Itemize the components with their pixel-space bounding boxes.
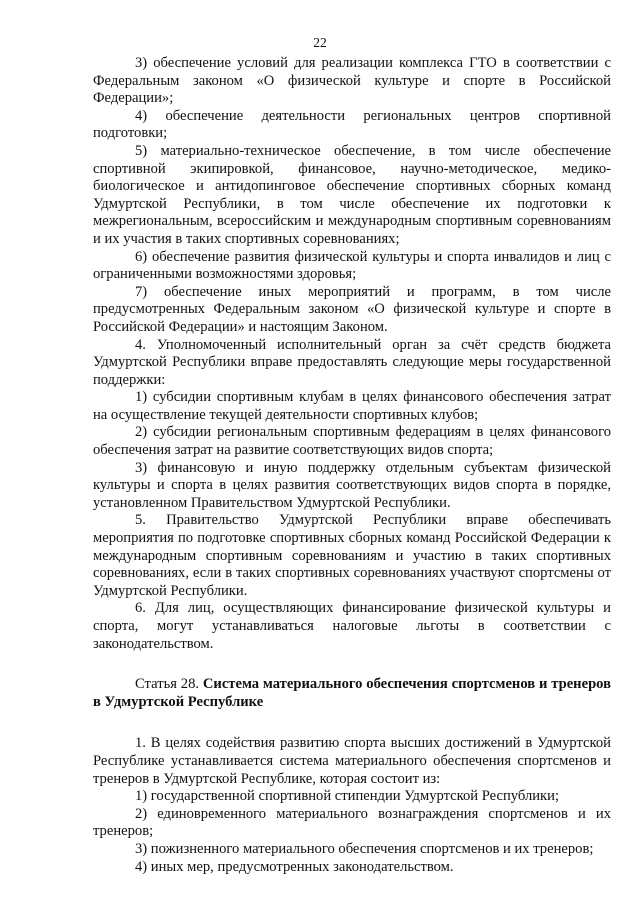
paragraph: 1) субсидии спортивным клубам в целях финансового обеспечения затрат на осуществление текущей деятельности спортивных клубов;: [93, 389, 611, 423]
paragraph: 2) единовременного материального вознаграждения спортсменов и их тренеров;: [93, 805, 611, 840]
paragraph: 5) материально-техническое обеспечение, в том числе обеспечение спортивной экипировкой, финансовое, научно-методическое, медико-биологическое и антидопинговое обеспечение спортивных сборных команд Удмуртской Республики, в том числе обеспечение их подготовки к межрегиональным, всероссийским и международным спортивным соревнованиям и их участия в таких спортивных соревнованиях;: [93, 142, 611, 247]
article-title: Система материального обеспечения спортсменов и тренеров в Удмуртской Республике: [93, 676, 611, 710]
document-body: [93, 55, 611, 876]
paragraph: 2) субсидии региональным спортивным федерациям в целях финансового обеспечения затрат на развитие соответствующих видов спорта;: [93, 424, 611, 459]
paragraph: 4. Уполномоченный исполнительный орган за счёт средств бюджета Удмуртской Республики вправе предоставлять следующие меры государственной поддержки:: [93, 336, 611, 388]
paragraph: 7) обеспечение иных мероприятий и программ, в том числе предусмотренных Федеральным законом «О физической культуре и спорте в Российской Федерации» и настоящим Законом.: [93, 283, 611, 335]
paragraph: 3) обеспечение условий для реализации комплекса ГТО в соответствии с Федеральным законом «О физической культуре и спорте в Российской Федерации»;: [93, 55, 611, 107]
article-heading: [93, 676, 611, 711]
paragraph: 3) финансовую и иную поддержку отдельным субъектам физической культуры и спорта в целях развития соответствующих видов спорта в порядке, установленном Правительством Удмуртской Республики.: [93, 459, 611, 511]
paragraph: 6) обеспечение развития физической культуры и спорта инвалидов и лиц с ограниченными возможностями здоровья;: [93, 248, 611, 283]
paragraph: 6. Для лиц, осуществляющих финансирование физической культуры и спорта, могут устанавливаться налоговые льготы в соответствии с законодательством.: [93, 600, 611, 652]
paragraph: 1. В целях содействия развитию спорта высших достижений в Удмуртской Республике устанавливается система материального обеспечения спортсменов и тренеров в Удмуртской Республике, которая состоит из:: [93, 735, 611, 787]
page-number: 22: [313, 35, 327, 50]
article-label: Статья 28.: [135, 676, 200, 693]
paragraph: 4) обеспечение деятельности региональных центров спортивной подготовки;: [93, 107, 611, 142]
paragraph: 4) иных мер, предусмотренных законодательством.: [135, 858, 454, 875]
paragraph: 1) государственной спортивной стипендии Удмуртской Республики;: [135, 788, 560, 805]
paragraph: 3) пожизненного материального обеспечения спортсменов и их тренеров;: [135, 840, 594, 857]
paragraph: 5. Правительство Удмуртской Республики вправе обеспечивать мероприятия по подготовке спортивных сборных команд Российской Федерации к международным спортивным соревнованиям и участию в таких спортивных соревнованиях, если в таких спортивных соревнованиях участвуют спортсмены от Удмуртской Республики.: [93, 512, 611, 599]
